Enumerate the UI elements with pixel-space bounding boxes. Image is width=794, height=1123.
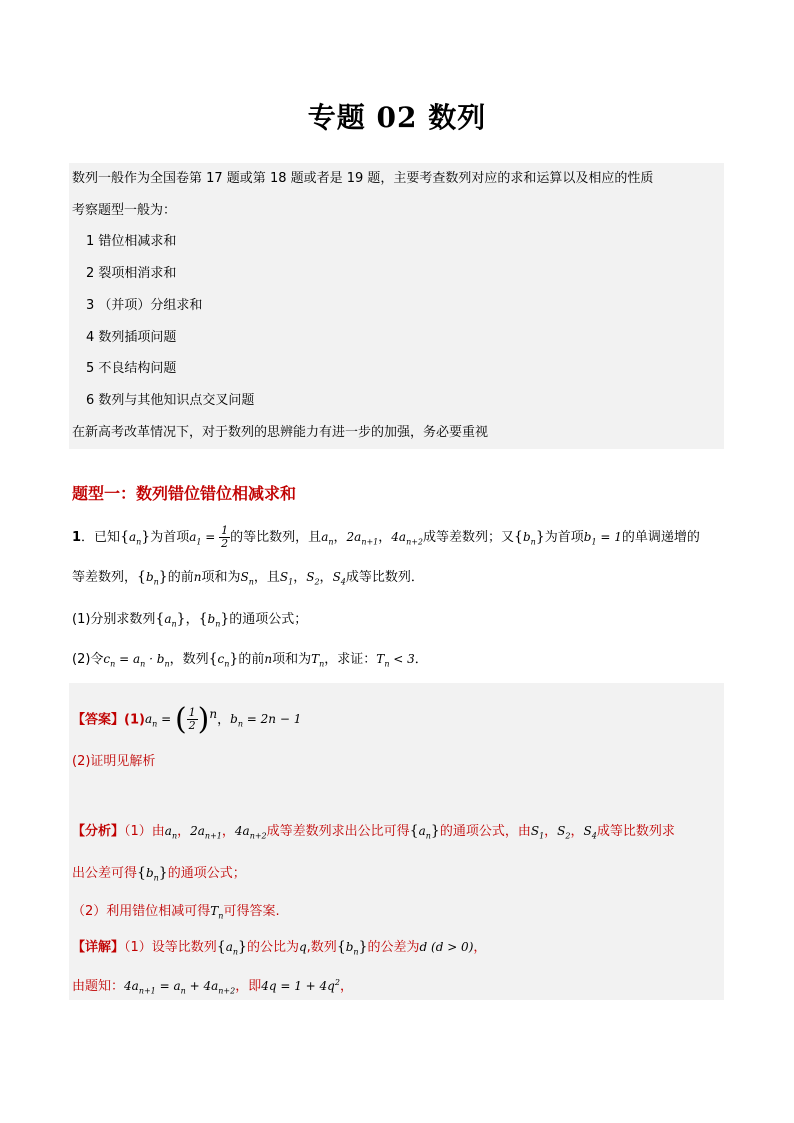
answer-line-1: 【答案】$(1)a_n$ = ( $\frac{1}{2}$ )$^n$，$b_n = 2n - 1$ — [72, 701, 302, 737]
analysis-line-2: 出公差可得$\{b_n\}$的通项公式； — [72, 865, 246, 883]
question-2: (2)令$c_n = a_n \cdot b_n$，数列$\{c_n\}$的前n项和为$T_n$，求证：$T_n < 3$． — [72, 651, 428, 669]
intro-line-1: 数列一般作为全国卷第 17 题或第 18 题或者是 19 题，主要考查数列对应的求和运算以及相应的性质 — [72, 171, 654, 186]
list-item: 1 错位相减求和 — [86, 234, 177, 249]
question-1: (1)分别求数列$\{a_n\}$，$\{b_n\}$的通项公式； — [72, 611, 308, 629]
answer-line-2: (2)证明见解析 — [72, 754, 156, 769]
analysis-line-1: 【分析】（1）由$a_n$，$2a_{n+1}$，$4a_{n+2}$成等差数列求出公比可得$\{a_n\}$的通项公式，由$S_1$，$S_2$，$S_4$成等比数列求 — [72, 823, 675, 841]
detail-line-2: 由题知：$4a_{n+1} = a_n + 4a_{n+2}$，即$4q = 1 + 4q^2$， — [72, 978, 353, 996]
page-title: 专题 02 数列 — [307, 101, 487, 134]
analysis-line-3: （2）利用错位相减可得$T_n$可得答案. — [72, 904, 280, 921]
list-item: 6 数列与其他知识点交叉问题 — [86, 393, 255, 408]
fraction-half: $\frac{1}{2}$ — [221, 524, 229, 550]
list-item: 4 数列插项问题 — [86, 330, 177, 345]
problem-line-1: 1．已知$\{a_n\}$为首项$a_1$ = $\frac{1}{2}$ 的等比数列，且$a_n$，$2a_{n+1}$，$4a_{n+2}$成等差数列；又$\{b_n\}$为首项$b_1 = 1$的单调递增的 — [72, 524, 700, 550]
problem-line-2: 等差数列，$\{b_n\}$的前n项和为$S_n$，且$S_1$，$S_2$，$S_4$成等比数列． — [72, 569, 424, 587]
section-heading: 题型一：数列错位错位相减求和 — [72, 484, 297, 503]
detail-line-1: 【详解】（1）设等比数列$\{a_n\}$的公比为q,数列$\{b_n\}$的公差为d (d > 0)， — [72, 939, 487, 957]
list-item: 2 裂项相消求和 — [86, 266, 177, 281]
list-item: 5 不良结构问题 — [86, 361, 177, 376]
intro-line-3: 在新高考改革情况下，对于数列的思辨能力有进一步的加强，务必要重视 — [72, 425, 489, 440]
intro-line-2: 考察题型一般为： — [72, 203, 177, 218]
list-item: 3 （并项）分组求和 — [86, 298, 203, 313]
problem-number: 1 — [72, 530, 82, 545]
